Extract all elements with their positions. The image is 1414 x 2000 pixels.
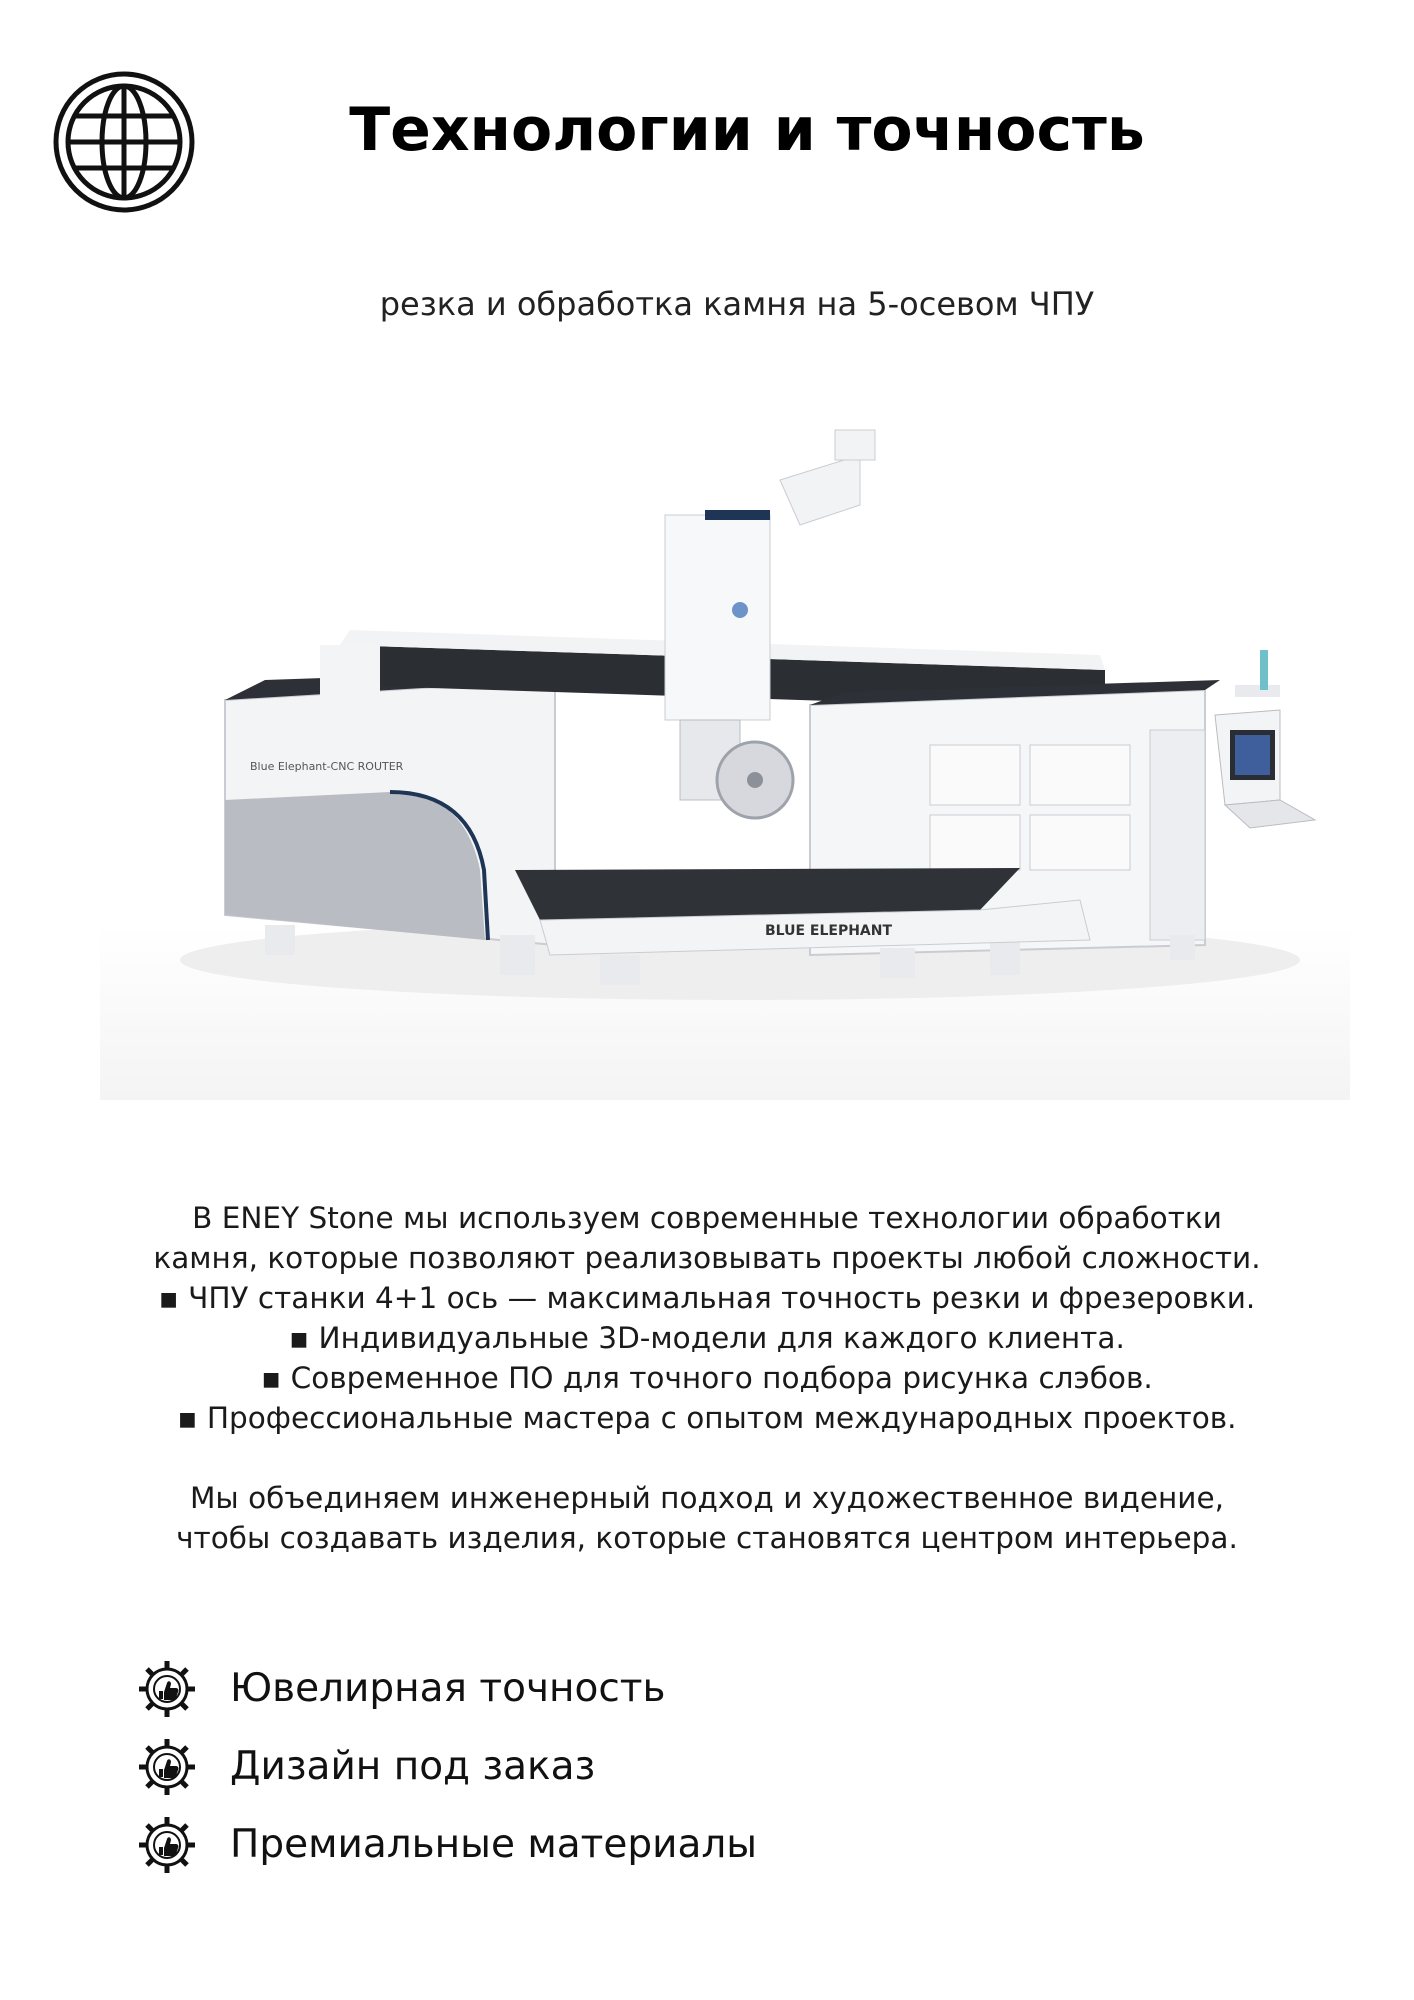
- feature-label: Ювелирная точность: [230, 1666, 666, 1711]
- bullet-item: ▪ ЧПУ станки 4+1 ось — максимальная точность резки и фрезеровки.: [158, 1281, 1256, 1315]
- feature-label: Премиальные материалы: [230, 1822, 758, 1867]
- description-line: камня, которые позволяют реализовывать проекты любой сложности.: [153, 1241, 1261, 1275]
- paragraph-gap: [60, 1438, 1354, 1478]
- description-line: чтобы создавать изделия, которые становятся центром интерьера.: [176, 1521, 1238, 1555]
- gear-thumbs-up-icon: [132, 1654, 202, 1724]
- page-title: Технологии и точность: [349, 95, 1145, 165]
- machine-side-label: Blue Elephant-CNC ROUTER: [250, 760, 404, 773]
- feature-label: Дизайн под заказ: [230, 1744, 596, 1789]
- gear-thumbs-up-icon: [132, 1732, 202, 1802]
- machine-table-label: BLUE ELEPHANT: [765, 923, 893, 939]
- globe-icon: [52, 70, 196, 214]
- gear-thumbs-up-icon: [132, 1810, 202, 1880]
- cnc-machine-image: [100, 400, 1350, 1100]
- page-subtitle: резка и обработка камня на 5-осевом ЧПУ: [379, 285, 1095, 323]
- feature-item: [132, 1728, 1032, 1806]
- bullet-item: ▪ Современное ПО для точного подбора рисунка слэбов.: [261, 1361, 1153, 1395]
- bullet-item: ▪ Индивидуальные 3D-модели для каждого клиента.: [289, 1321, 1125, 1355]
- feature-item: [132, 1806, 1032, 1884]
- description-text: [60, 1198, 1354, 1558]
- features-list: [132, 1650, 1032, 1884]
- feature-item: [132, 1650, 1032, 1728]
- description-line: Мы объединяем инженерный подход и художественное видение,: [189, 1481, 1225, 1515]
- bullet-item: ▪ Профессиональные мастера с опытом международных проектов.: [177, 1401, 1237, 1435]
- description-line: В ENEY Stone мы используем современные технологии обработки: [192, 1201, 1222, 1235]
